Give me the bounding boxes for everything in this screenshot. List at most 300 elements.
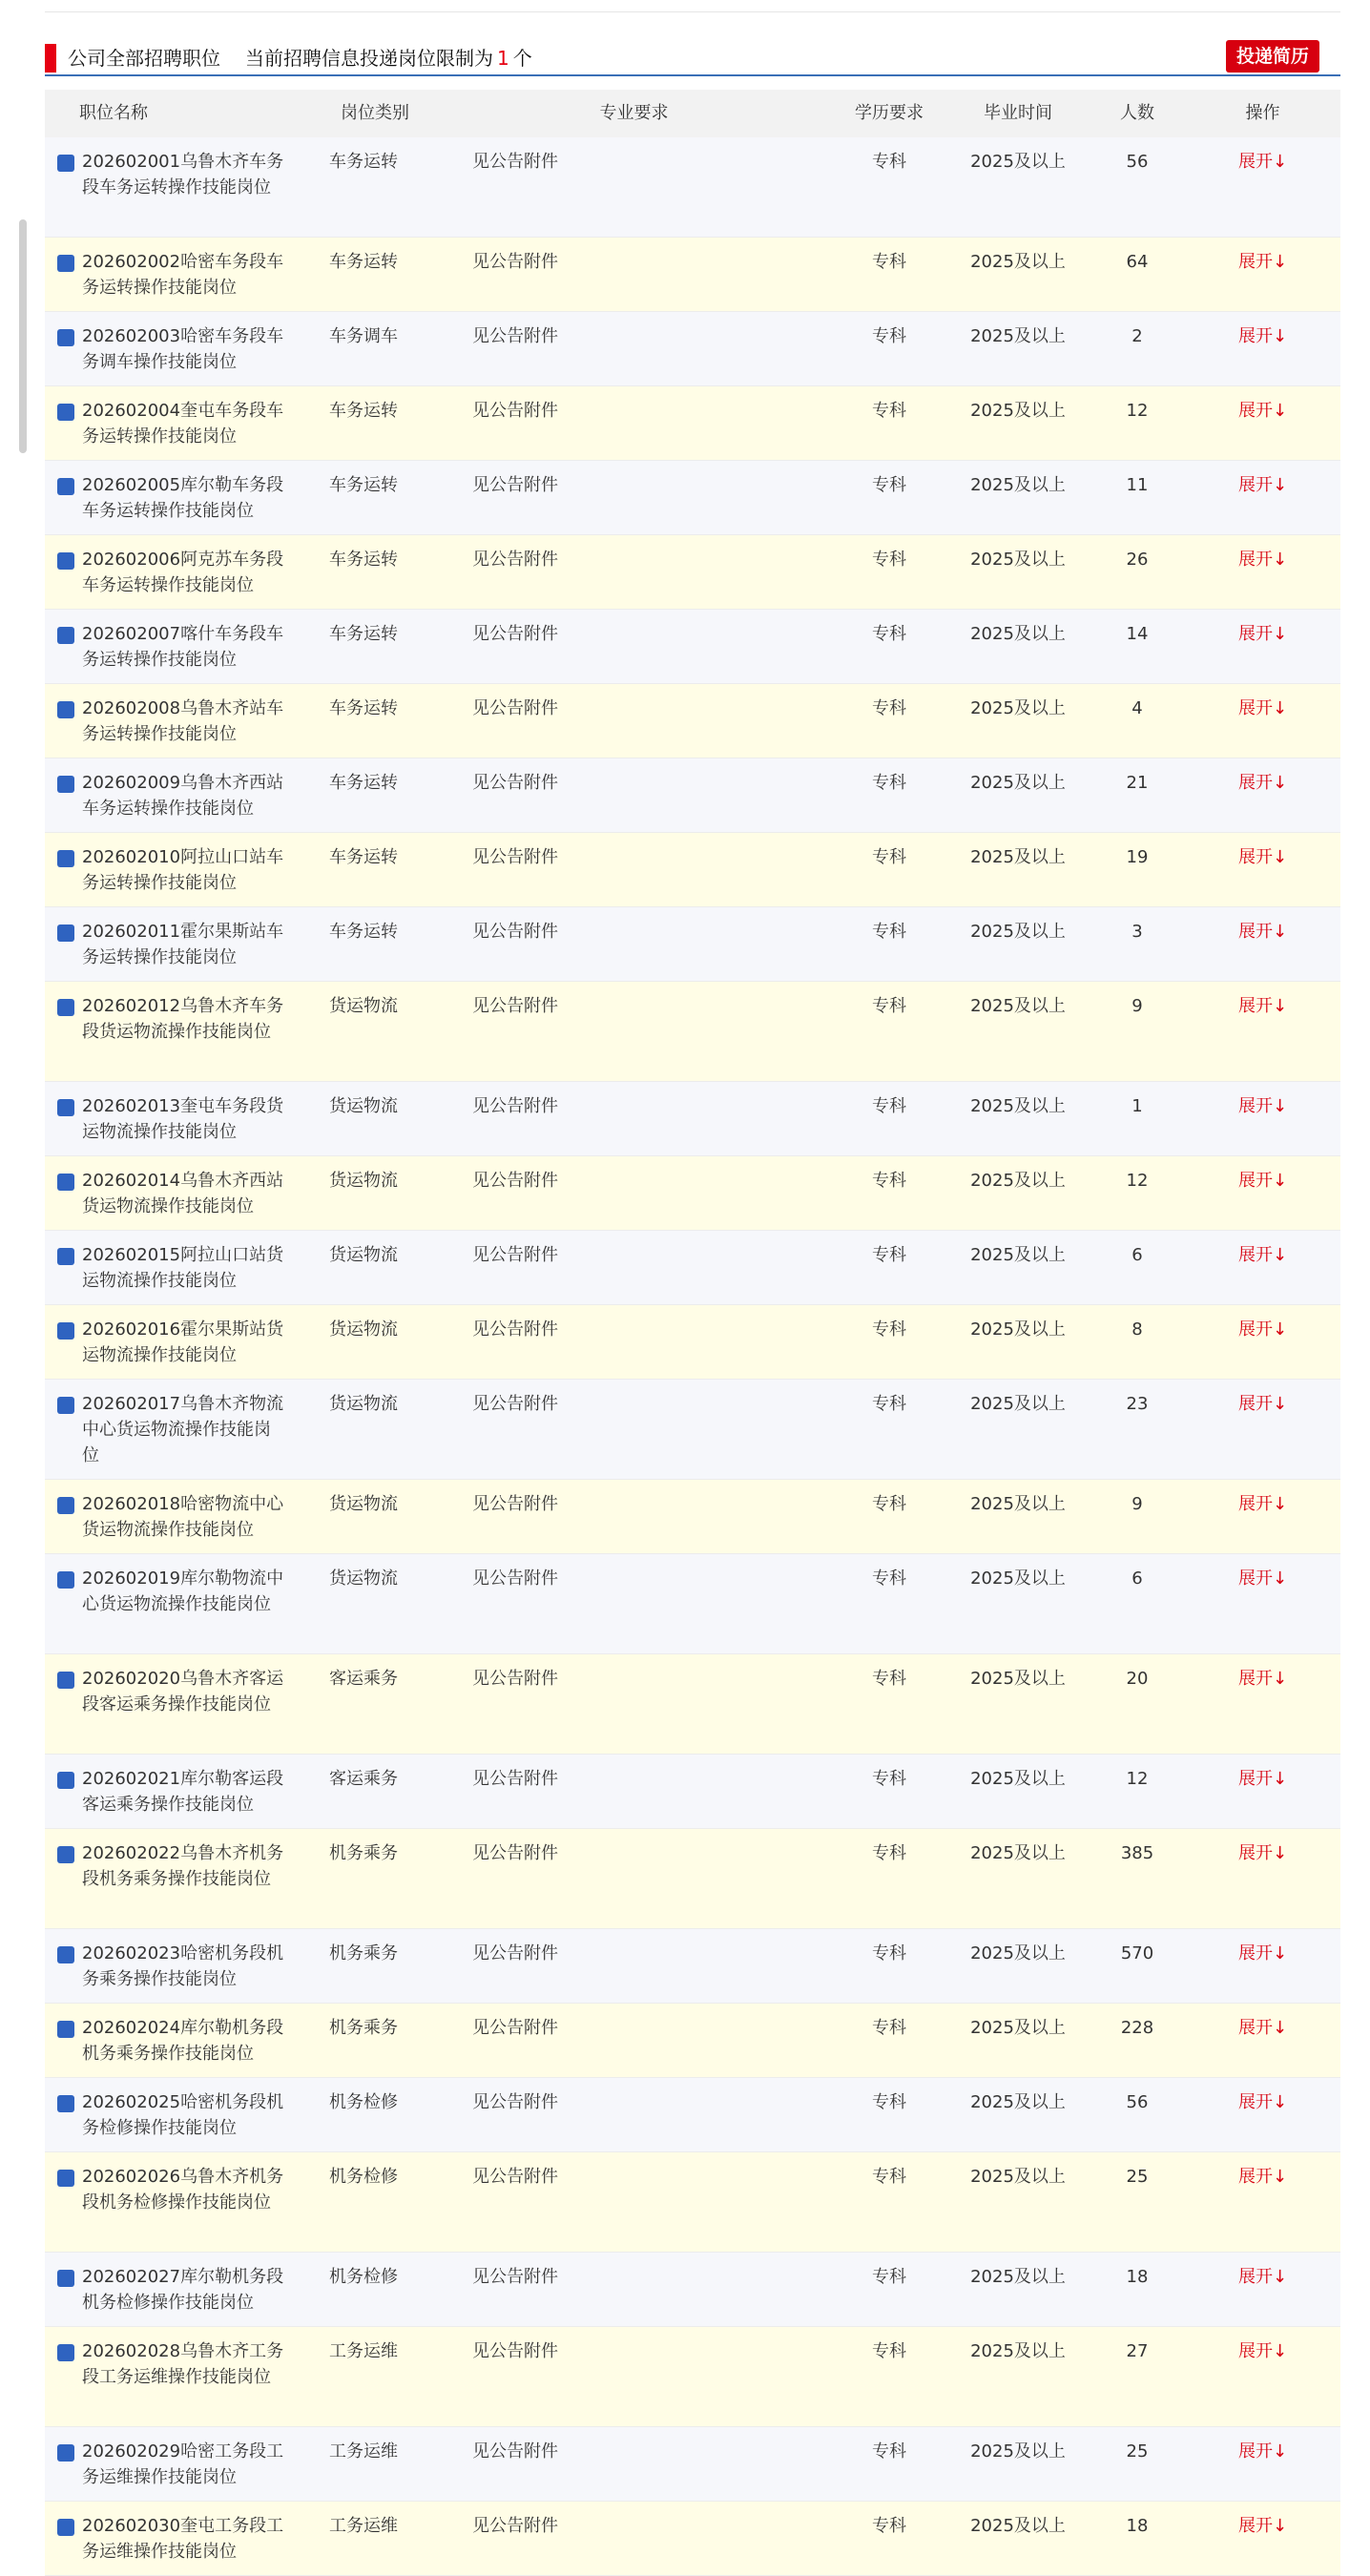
table-body <box>45 137 1340 2576</box>
major-requirement: 见公告附件 <box>472 401 558 421</box>
row-checkbox[interactable] <box>57 1174 74 1191</box>
major-requirement: 见公告附件 <box>472 773 558 793</box>
education-requirement: 专科 <box>872 1568 906 1589</box>
job-name-cell <box>45 1755 293 1828</box>
education-requirement: 专科 <box>872 2341 906 2361</box>
job-name: 202602014乌鲁木齐西站货运物流操作技能岗位 <box>82 1171 284 1216</box>
job-type: 货运物流 <box>329 1394 398 1414</box>
headcount: 6 <box>1131 1245 1143 1265</box>
column-header-education: 学历要求 <box>855 103 924 123</box>
job-type: 货运物流 <box>329 1568 398 1589</box>
job-type: 货运物流 <box>329 1171 398 1191</box>
table-row <box>45 758 1340 833</box>
graduation-time: 2025及以上 <box>970 2092 1066 2112</box>
graduation-time: 2025及以上 <box>970 2341 1066 2361</box>
job-type: 机务检修 <box>329 2167 398 2187</box>
education-requirement: 专科 <box>872 624 906 644</box>
job-name-cell <box>45 137 293 237</box>
graduation-time: 2025及以上 <box>970 2441 1066 2462</box>
expand-button[interactable]: 展开↓ <box>1237 996 1288 1016</box>
section-title: 公司全部招聘职位 <box>68 47 220 70</box>
expand-button[interactable]: 展开↓ <box>1237 1096 1288 1116</box>
job-name-cell <box>45 2004 293 2077</box>
expand-button[interactable]: 展开↓ <box>1237 550 1288 570</box>
row-checkbox[interactable] <box>57 627 74 644</box>
job-type: 货运物流 <box>329 996 398 1016</box>
graduation-time: 2025及以上 <box>970 152 1066 172</box>
job-type: 车务运转 <box>329 152 398 172</box>
table-row <box>45 1231 1340 1305</box>
headcount: 3 <box>1131 922 1143 942</box>
education-requirement: 专科 <box>872 2441 906 2462</box>
row-checkbox[interactable] <box>57 1772 74 1789</box>
job-name: 202602025哈密机务段机务检修操作技能岗位 <box>82 2092 284 2138</box>
education-requirement: 专科 <box>872 1669 906 1689</box>
education-requirement: 专科 <box>872 2516 906 2536</box>
row-checkbox[interactable] <box>57 2170 74 2187</box>
column-header-action: 操作 <box>1245 103 1280 123</box>
row-checkbox[interactable] <box>57 776 74 793</box>
job-type: 车务运转 <box>329 401 398 421</box>
row-checkbox[interactable] <box>57 2095 74 2112</box>
graduation-time: 2025及以上 <box>970 773 1066 793</box>
job-name-cell <box>45 535 293 609</box>
row-checkbox[interactable] <box>57 850 74 867</box>
job-name-cell <box>45 1231 293 1304</box>
header-marker <box>45 44 56 73</box>
major-requirement: 见公告附件 <box>472 1769 558 1789</box>
limit-suffix: 个 <box>512 47 532 70</box>
job-table <box>45 90 1340 2576</box>
job-type: 客运乘务 <box>329 1769 398 1789</box>
job-name: 202602006阿克苏车务段车务运转操作技能岗位 <box>82 550 284 595</box>
job-name: 202602002哈密车务段车务运转操作技能岗位 <box>82 252 284 298</box>
row-checkbox[interactable] <box>57 1672 74 1689</box>
graduation-time: 2025及以上 <box>970 1319 1066 1340</box>
job-type: 车务运转 <box>329 550 398 570</box>
headcount: 18 <box>1126 2516 1149 2536</box>
education-requirement: 专科 <box>872 2018 906 2038</box>
scrollbar-thumb[interactable] <box>19 219 27 453</box>
row-checkbox[interactable] <box>57 329 74 346</box>
table-row <box>45 2502 1340 2576</box>
job-name: 202602017乌鲁木齐物流中心货运物流操作技能岗位 <box>82 1394 284 1465</box>
job-type: 货运物流 <box>329 1319 398 1340</box>
column-header-major: 专业要求 <box>599 103 669 123</box>
graduation-time: 2025及以上 <box>970 698 1066 718</box>
education-requirement: 专科 <box>872 401 906 421</box>
job-name: 202602013奎屯车务段货运物流操作技能岗位 <box>82 1096 284 1142</box>
major-requirement: 见公告附件 <box>472 2018 558 2038</box>
headcount: 12 <box>1126 1171 1149 1191</box>
application-limit-text <box>245 44 532 73</box>
job-name-cell <box>45 907 293 981</box>
job-type: 机务乘务 <box>329 2018 398 2038</box>
graduation-time: 2025及以上 <box>970 1394 1066 1414</box>
headcount: 570 <box>1120 1943 1154 1963</box>
table-row <box>45 610 1340 684</box>
row-checkbox[interactable] <box>57 2270 74 2287</box>
job-type: 机务乘务 <box>329 1843 398 1863</box>
row-checkbox[interactable] <box>57 999 74 1016</box>
table-row <box>45 1380 1340 1480</box>
headcount: 19 <box>1126 847 1149 867</box>
expand-button[interactable]: 展开↓ <box>1237 1245 1288 1265</box>
table-row <box>45 2253 1340 2327</box>
job-name-cell <box>45 238 293 311</box>
expand-button[interactable]: 展开↓ <box>1237 2092 1288 2112</box>
row-checkbox[interactable] <box>57 1397 74 1414</box>
job-name-cell <box>45 684 293 758</box>
table-row <box>45 1480 1340 1554</box>
expand-button[interactable]: 展开↓ <box>1237 1669 1288 1689</box>
job-type: 车务运转 <box>329 252 398 272</box>
education-requirement: 专科 <box>872 2092 906 2112</box>
job-name-cell <box>45 1554 293 1653</box>
major-requirement: 见公告附件 <box>472 1394 558 1414</box>
table-header <box>45 90 1340 137</box>
expand-button[interactable]: 展开↓ <box>1237 2267 1288 2287</box>
row-checkbox[interactable] <box>57 2519 74 2536</box>
headcount: 12 <box>1126 401 1149 421</box>
headcount: 25 <box>1126 2167 1149 2187</box>
job-type: 工务运维 <box>329 2341 398 2361</box>
headcount: 228 <box>1120 2018 1154 2038</box>
job-name-cell <box>45 2327 293 2426</box>
table-row <box>45 2152 1340 2253</box>
job-type: 车务运转 <box>329 624 398 644</box>
expand-button[interactable]: 展开↓ <box>1237 326 1288 346</box>
expand-button[interactable]: 展开↓ <box>1237 2341 1288 2361</box>
major-requirement: 见公告附件 <box>472 2092 558 2112</box>
headcount: 4 <box>1131 698 1143 718</box>
job-name-cell <box>45 758 293 832</box>
education-requirement: 专科 <box>872 1171 906 1191</box>
expand-button[interactable]: 展开↓ <box>1237 2167 1288 2187</box>
job-name: 202602020乌鲁木齐客运段客运乘务操作技能岗位 <box>82 1669 284 1714</box>
job-name: 202602003哈密车务段车务调车操作技能岗位 <box>82 326 284 372</box>
expand-button[interactable]: 展开↓ <box>1237 2516 1288 2536</box>
headcount: 9 <box>1131 1494 1143 1514</box>
job-name: 202602022乌鲁木齐机务段机务乘务操作技能岗位 <box>82 1843 284 1889</box>
expand-button[interactable]: 展开↓ <box>1237 1494 1288 1514</box>
job-name: 202602005库尔勒车务段车务运转操作技能岗位 <box>82 475 284 521</box>
major-requirement: 见公告附件 <box>472 1171 558 1191</box>
section-header <box>45 40 1340 76</box>
graduation-time: 2025及以上 <box>970 550 1066 570</box>
expand-button[interactable]: 展开↓ <box>1237 624 1288 644</box>
job-name-cell <box>45 1480 293 1553</box>
major-requirement: 见公告附件 <box>472 1568 558 1589</box>
graduation-time: 2025及以上 <box>970 401 1066 421</box>
graduation-time: 2025及以上 <box>970 1245 1066 1265</box>
graduation-time: 2025及以上 <box>970 1096 1066 1116</box>
expand-button[interactable]: 展开↓ <box>1237 1843 1288 1863</box>
table-row <box>45 833 1340 907</box>
job-name: 202602021库尔勒客运段客运乘务操作技能岗位 <box>82 1769 284 1815</box>
job-name-cell <box>45 1156 293 1230</box>
table-row <box>45 1554 1340 1654</box>
row-checkbox[interactable] <box>57 2344 74 2361</box>
row-checkbox[interactable] <box>57 1099 74 1116</box>
education-requirement: 专科 <box>872 773 906 793</box>
job-name: 202602023哈密机务段机务乘务操作技能岗位 <box>82 1943 284 1989</box>
table-row <box>45 1156 1340 1231</box>
row-checkbox[interactable] <box>57 1946 74 1963</box>
table-row <box>45 386 1340 461</box>
expand-button[interactable]: 展开↓ <box>1237 152 1288 172</box>
job-name-cell <box>45 386 293 460</box>
job-name-cell <box>45 2253 293 2326</box>
job-name: 202602011霍尔果斯站车务运转操作技能岗位 <box>82 922 284 967</box>
headcount: 64 <box>1126 252 1149 272</box>
major-requirement: 见公告附件 <box>472 2516 558 2536</box>
job-type: 机务乘务 <box>329 1943 398 1963</box>
job-name: 202602004奎屯车务段车务运转操作技能岗位 <box>82 401 284 447</box>
major-requirement: 见公告附件 <box>472 475 558 495</box>
job-type: 货运物流 <box>329 1096 398 1116</box>
expand-button[interactable]: 展开↓ <box>1237 1394 1288 1414</box>
job-name: 202602001乌鲁木齐车务段车务运转操作技能岗位 <box>82 152 284 197</box>
job-type: 工务运维 <box>329 2516 398 2536</box>
column-header-count: 人数 <box>1120 103 1154 123</box>
row-checkbox[interactable] <box>57 155 74 172</box>
education-requirement: 专科 <box>872 252 906 272</box>
major-requirement: 见公告附件 <box>472 1319 558 1340</box>
headcount: 26 <box>1126 550 1149 570</box>
job-name-cell <box>45 610 293 683</box>
table-row <box>45 1929 1340 2004</box>
table-row <box>45 982 1340 1082</box>
graduation-time: 2025及以上 <box>970 1769 1066 1789</box>
education-requirement: 专科 <box>872 996 906 1016</box>
graduation-time: 2025及以上 <box>970 2267 1066 2287</box>
graduation-time: 2025及以上 <box>970 326 1066 346</box>
table-row <box>45 535 1340 610</box>
job-name: 202602008乌鲁木齐站车务运转操作技能岗位 <box>82 698 284 744</box>
table-row <box>45 137 1340 238</box>
job-name: 202602018哈密物流中心货运物流操作技能岗位 <box>82 1494 284 1540</box>
education-requirement: 专科 <box>872 1943 906 1963</box>
limit-prefix: 当前招聘信息投递岗位限制为 <box>245 47 493 70</box>
headcount: 2 <box>1131 326 1143 346</box>
job-name-cell <box>45 2078 293 2151</box>
major-requirement: 见公告附件 <box>472 1494 558 1514</box>
headcount: 20 <box>1126 1669 1149 1689</box>
education-requirement: 专科 <box>872 1245 906 1265</box>
table-row <box>45 2327 1340 2427</box>
table-row <box>45 2078 1340 2152</box>
table-row <box>45 907 1340 982</box>
table-row <box>45 238 1340 312</box>
expand-button[interactable]: 展开↓ <box>1237 1769 1288 1789</box>
row-checkbox[interactable] <box>57 1846 74 1863</box>
headcount: 14 <box>1126 624 1149 644</box>
headcount: 21 <box>1126 773 1149 793</box>
job-type: 机务检修 <box>329 2267 398 2287</box>
job-type: 货运物流 <box>329 1494 398 1514</box>
expand-button[interactable]: 展开↓ <box>1237 1171 1288 1191</box>
table-row <box>45 312 1340 386</box>
job-type: 车务调车 <box>329 326 398 346</box>
table-row <box>45 1082 1340 1156</box>
row-checkbox[interactable] <box>57 1571 74 1589</box>
headcount: 23 <box>1126 1394 1149 1414</box>
expand-button[interactable]: 展开↓ <box>1237 698 1288 718</box>
headcount: 8 <box>1131 1319 1143 1340</box>
job-name: 202602016霍尔果斯站货运物流操作技能岗位 <box>82 1319 284 1365</box>
headcount: 11 <box>1126 475 1149 495</box>
major-requirement: 见公告附件 <box>472 624 558 644</box>
expand-button[interactable]: 展开↓ <box>1237 847 1288 867</box>
table-row <box>45 1755 1340 1829</box>
education-requirement: 专科 <box>872 152 906 172</box>
major-requirement: 见公告附件 <box>472 996 558 1016</box>
graduation-time: 2025及以上 <box>970 252 1066 272</box>
major-requirement: 见公告附件 <box>472 847 558 867</box>
row-checkbox[interactable] <box>57 1497 74 1514</box>
major-requirement: 见公告附件 <box>472 2441 558 2462</box>
job-name: 202602007喀什车务段车务运转操作技能岗位 <box>82 624 284 670</box>
headcount: 56 <box>1126 152 1149 172</box>
education-requirement: 专科 <box>872 847 906 867</box>
job-type: 机务检修 <box>329 2092 398 2112</box>
education-requirement: 专科 <box>872 475 906 495</box>
major-requirement: 见公告附件 <box>472 326 558 346</box>
major-requirement: 见公告附件 <box>472 1943 558 1963</box>
row-checkbox[interactable] <box>57 255 74 272</box>
graduation-time: 2025及以上 <box>970 1494 1066 1514</box>
job-name: 202602010阿拉山口站车务运转操作技能岗位 <box>82 847 284 893</box>
graduation-time: 2025及以上 <box>970 624 1066 644</box>
expand-button[interactable]: 展开↓ <box>1237 1568 1288 1589</box>
graduation-time: 2025及以上 <box>970 996 1066 1016</box>
graduation-time: 2025及以上 <box>970 2018 1066 2038</box>
headcount: 18 <box>1126 2267 1149 2287</box>
table-row <box>45 461 1340 535</box>
expand-button[interactable]: 展开↓ <box>1237 1943 1288 1963</box>
row-checkbox[interactable] <box>57 552 74 570</box>
job-name-cell <box>45 2502 293 2575</box>
expand-button[interactable]: 展开↓ <box>1237 475 1288 495</box>
graduation-time: 2025及以上 <box>970 922 1066 942</box>
graduation-time: 2025及以上 <box>970 2167 1066 2187</box>
job-name: 202602029哈密工务段工务运维操作技能岗位 <box>82 2441 284 2487</box>
expand-button[interactable]: 展开↓ <box>1237 922 1288 942</box>
limit-count: 1 <box>497 47 509 70</box>
row-checkbox[interactable] <box>57 924 74 942</box>
table-row <box>45 2004 1340 2078</box>
job-type: 客运乘务 <box>329 1669 398 1689</box>
table-row <box>45 1829 1340 1929</box>
job-type: 货运物流 <box>329 1245 398 1265</box>
job-name-cell <box>45 461 293 534</box>
expand-button[interactable]: 展开↓ <box>1237 2018 1288 2038</box>
headcount: 12 <box>1126 1769 1149 1789</box>
major-requirement: 见公告附件 <box>472 2341 558 2361</box>
table-row <box>45 1305 1340 1380</box>
job-type: 车务运转 <box>329 475 398 495</box>
submit-resume-button[interactable]: 投递简历 <box>1226 40 1319 73</box>
expand-button[interactable]: 展开↓ <box>1237 252 1288 272</box>
job-name: 202602026乌鲁木齐机务段机务检修操作技能岗位 <box>82 2167 284 2212</box>
major-requirement: 见公告附件 <box>472 1669 558 1689</box>
table-row <box>45 2427 1340 2502</box>
education-requirement: 专科 <box>872 1096 906 1116</box>
table-row <box>45 1654 1340 1755</box>
education-requirement: 专科 <box>872 1494 906 1514</box>
graduation-time: 2025及以上 <box>970 1943 1066 1963</box>
row-checkbox[interactable] <box>57 701 74 718</box>
job-name-cell <box>45 312 293 385</box>
major-requirement: 见公告附件 <box>472 1096 558 1116</box>
headcount: 6 <box>1131 1568 1143 1589</box>
education-requirement: 专科 <box>872 1319 906 1340</box>
major-requirement: 见公告附件 <box>472 2267 558 2287</box>
education-requirement: 专科 <box>872 1394 906 1414</box>
job-name-cell <box>45 1305 293 1379</box>
major-requirement: 见公告附件 <box>472 2167 558 2187</box>
row-checkbox[interactable] <box>57 1248 74 1265</box>
job-name: 202602028乌鲁木齐工务段工务运维操作技能岗位 <box>82 2341 284 2387</box>
graduation-time: 2025及以上 <box>970 2516 1066 2536</box>
job-name-cell <box>45 1380 293 1479</box>
graduation-time: 2025及以上 <box>970 475 1066 495</box>
major-requirement: 见公告附件 <box>472 922 558 942</box>
job-name-cell <box>45 2152 293 2252</box>
major-requirement: 见公告附件 <box>472 698 558 718</box>
education-requirement: 专科 <box>872 550 906 570</box>
job-name-cell <box>45 1654 293 1754</box>
row-checkbox[interactable] <box>57 2021 74 2038</box>
row-checkbox[interactable] <box>57 404 74 421</box>
job-name: 202602012乌鲁木齐车务段货运物流操作技能岗位 <box>82 996 284 1042</box>
row-checkbox[interactable] <box>57 1322 74 1340</box>
column-header-name: 职位名称 <box>79 103 148 123</box>
graduation-time: 2025及以上 <box>970 1568 1066 1589</box>
expand-button[interactable]: 展开↓ <box>1237 401 1288 421</box>
headcount: 1 <box>1131 1096 1143 1116</box>
job-type: 车务运转 <box>329 773 398 793</box>
major-requirement: 见公告附件 <box>472 252 558 272</box>
headcount: 56 <box>1126 2092 1149 2112</box>
job-name-cell <box>45 1929 293 2003</box>
job-name-cell <box>45 982 293 1081</box>
headcount: 27 <box>1126 2341 1149 2361</box>
education-requirement: 专科 <box>872 922 906 942</box>
table-row <box>45 684 1340 758</box>
job-name: 202602027库尔勒机务段机务检修操作技能岗位 <box>82 2267 284 2313</box>
major-requirement: 见公告附件 <box>472 152 558 172</box>
education-requirement: 专科 <box>872 2167 906 2187</box>
job-name: 202602030奎屯工务段工务运维操作技能岗位 <box>82 2516 284 2562</box>
expand-button[interactable]: 展开↓ <box>1237 1319 1288 1340</box>
expand-button[interactable]: 展开↓ <box>1237 773 1288 793</box>
expand-button[interactable]: 展开↓ <box>1237 2441 1288 2462</box>
job-type: 车务运转 <box>329 847 398 867</box>
graduation-time: 2025及以上 <box>970 847 1066 867</box>
job-name: 202602015阿拉山口站货运物流操作技能岗位 <box>82 1245 284 1291</box>
major-requirement: 见公告附件 <box>472 550 558 570</box>
headcount: 25 <box>1126 2441 1149 2462</box>
row-checkbox[interactable] <box>57 2444 74 2462</box>
row-checkbox[interactable] <box>57 478 74 495</box>
major-requirement: 见公告附件 <box>472 1245 558 1265</box>
job-name: 202602024库尔勒机务段机务乘务操作技能岗位 <box>82 2018 284 2064</box>
education-requirement: 专科 <box>872 1843 906 1863</box>
job-name-cell <box>45 833 293 906</box>
top-divider <box>45 11 1340 12</box>
